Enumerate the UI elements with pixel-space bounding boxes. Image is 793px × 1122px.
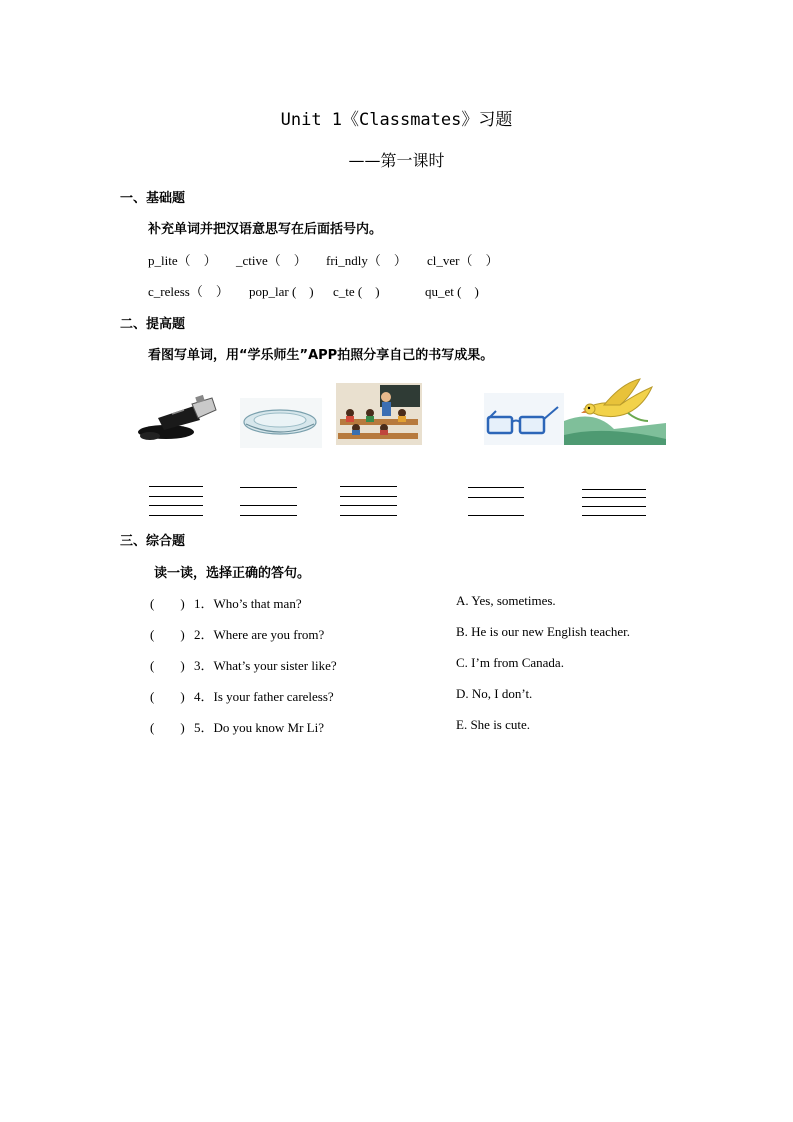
question-text: 1．Who’s that man? — [194, 596, 302, 611]
writing-lines-1[interactable] — [149, 486, 203, 516]
answer-blank[interactable]: ( ) — [150, 689, 185, 704]
answer-blank[interactable]: ( ) — [150, 627, 185, 642]
answer-blank[interactable]: ( ) — [150, 658, 185, 673]
word-item: cl_ver（ ） — [427, 253, 499, 268]
plate-picture — [240, 398, 322, 448]
ink-bottle-picture — [136, 390, 218, 442]
answer-option: B. He is our new English teacher. — [456, 624, 631, 639]
word-item: c_te ( ) — [333, 284, 380, 299]
question-text: 4．Is your father careless? — [194, 689, 334, 704]
section-1-instruction: 补充单词并把汉语意思写在后面括号内。 — [148, 222, 383, 237]
section-2-heading: 二、提高题 — [120, 317, 186, 332]
section-3-heading: 三、综合题 — [120, 534, 186, 549]
answer-option: C. I’m from Canada. — [456, 655, 564, 670]
writing-lines-2[interactable] — [240, 487, 297, 517]
question-text: 3．What’s your sister like? — [194, 658, 337, 673]
answer-blank[interactable]: ( ) — [150, 720, 185, 735]
word-item: _ctive（ ） — [236, 253, 307, 268]
word-item: pop_lar ( ) — [249, 284, 314, 299]
question-text: 2．Where are you from? — [194, 627, 325, 642]
page-title: Unit 1《Classmates》习题 — [280, 110, 513, 130]
answer-blank[interactable]: ( ) — [150, 596, 185, 611]
section-1-heading: 一、基础题 — [120, 191, 186, 206]
writing-lines-4[interactable] — [468, 487, 524, 517]
parrot-picture — [564, 369, 666, 445]
section-3-instruction: 读一读，选择正确的答句。 — [154, 566, 311, 581]
writing-lines-3[interactable] — [340, 486, 397, 516]
glasses-picture — [484, 393, 564, 445]
section-2-instruction: 看图写单词，用“学乐师生”APP拍照分享自己的书写成果。 — [148, 348, 494, 363]
word-item: c_reless（ ） — [148, 284, 229, 299]
word-item: fri_ndly（ ） — [326, 253, 407, 268]
classroom-picture — [336, 383, 422, 445]
writing-lines-5[interactable] — [582, 489, 646, 517]
word-item: qu_et ( ) — [425, 284, 479, 299]
answer-option: D. No, I don’t. — [456, 686, 533, 701]
page-subtitle: ——第一课时 — [348, 151, 445, 170]
question-text: 5．Do you know Mr Li? — [194, 720, 324, 735]
word-item: p_lite（ ） — [148, 253, 217, 268]
answer-option: E. She is cute. — [456, 717, 531, 732]
answer-option: A. Yes, sometimes. — [456, 593, 556, 608]
